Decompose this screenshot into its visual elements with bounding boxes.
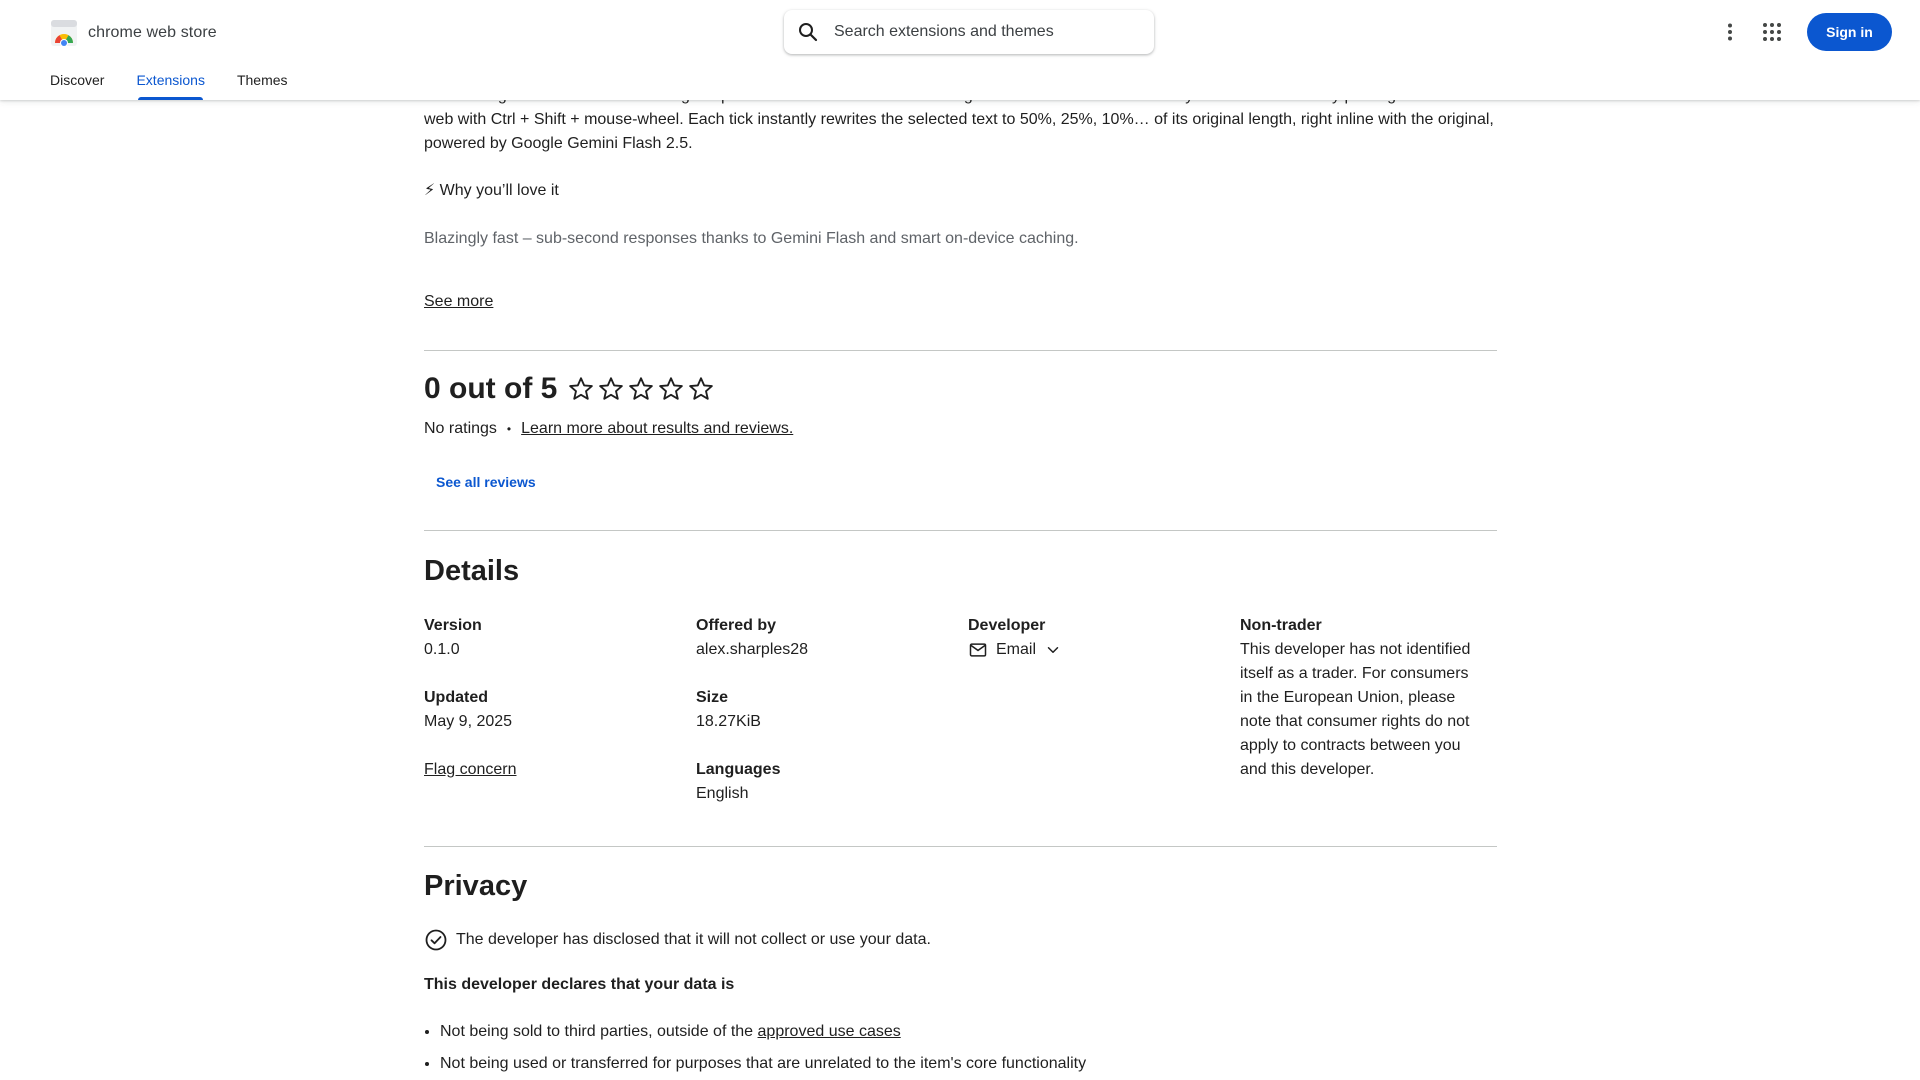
data-declaration-list: [440, 1016, 1086, 1080]
chevron-down-icon: [1044, 641, 1062, 659]
approved-use-cases-link[interactable]: approved use cases: [757, 1023, 901, 1040]
apps-grid-icon: [1760, 20, 1784, 44]
privacy-heading: Privacy: [424, 870, 528, 902]
feature-item: Blazingly fast – sub-second responses thanks to Gemini Flash and smart on-device caching.: [424, 230, 1079, 247]
separator-dot: •: [506, 422, 512, 436]
bullet-text: Not being sold to third parties, outside of the: [440, 1023, 758, 1040]
rating-summary: [424, 372, 715, 406]
version-label: Version: [424, 617, 482, 634]
divider: [424, 350, 1497, 351]
category-tabs: [50, 72, 320, 100]
google-apps-button[interactable]: [1756, 16, 1788, 48]
search-icon: [796, 20, 820, 44]
divider: [424, 846, 1497, 847]
check-circle-icon: [424, 928, 448, 952]
email-label: Email: [996, 641, 1037, 658]
star-outline-icon: [567, 375, 595, 403]
languages-value: English: [696, 785, 749, 802]
no-ratings-text: No ratings: [424, 420, 497, 437]
why-heading: ⚡ Why you’ll love it: [424, 182, 559, 199]
top-header: [0, 0, 1920, 100]
rating-score: 0 out of 5: [424, 372, 558, 405]
list-item: • Not being used or transferred for purposes that are unrelated to the item's core functionality: [440, 1048, 1086, 1080]
languages-label: Languages: [696, 761, 781, 778]
details-column-1: [424, 614, 664, 782]
flag-concern-link[interactable]: Flag concern: [424, 761, 517, 778]
details-column-3: [968, 614, 1208, 662]
brand-name: chrome web store: [88, 24, 217, 41]
sign-in-button[interactable]: Sign in: [1807, 13, 1892, 51]
star-outline-icon: [687, 375, 715, 403]
updated-label: Updated: [424, 689, 488, 706]
offered-by-label: Offered by: [696, 617, 777, 634]
rating-subline: [424, 420, 793, 438]
overview-paragraph: web with Ctrl + Shift + mouse-wheel. Each tick instantly rewrites the selected text to 50%, 25%, 10%… of its original length, right inline with the original, powered by Google Gemini Flash 2.5.: [424, 111, 1494, 152]
star-outline-icon: [597, 375, 625, 403]
non-trader-text: This developer has not identified itself as a trader. For consumers in the European Union, please note that consumer rights do not apply to contracts between you and this developer.: [1240, 641, 1471, 778]
more-vert-icon: [1718, 20, 1742, 44]
privacy-disclosure: [424, 928, 931, 952]
tab-extensions[interactable]: Extensions: [136, 72, 204, 100]
search-input[interactable]: [834, 23, 1134, 41]
see-all-reviews-button[interactable]: See all reviews: [436, 474, 536, 490]
developer-email-dropdown[interactable]: [968, 638, 1208, 662]
size-label: Size: [696, 689, 729, 706]
star-outline-icon: [657, 375, 685, 403]
list-item: [440, 1016, 1086, 1048]
mail-icon: [968, 640, 988, 660]
chrome-web-store-logo-icon: [50, 19, 78, 47]
privacy-disclosure-text: The developer has disclosed that it will not collect or use your data.: [456, 931, 931, 948]
more-options-button[interactable]: [1714, 16, 1746, 48]
tab-discover[interactable]: Discover: [50, 72, 105, 88]
chrome-web-store-home-link[interactable]: [50, 19, 217, 47]
version-value: 0.1.0: [424, 641, 460, 658]
updated-value: May 9, 2025: [424, 713, 513, 730]
star-outline-icon: [627, 375, 655, 403]
learn-more-link[interactable]: Learn more about results and reviews.: [521, 420, 794, 437]
size-value: 18.27KiB: [696, 713, 761, 730]
search-box[interactable]: [784, 10, 1154, 54]
developer-label: Developer: [968, 617, 1046, 634]
details-column-4: [1240, 614, 1480, 782]
details-column-2: [696, 614, 936, 806]
data-declaration-heading: This developer declares that your data is: [424, 976, 735, 993]
star-rating: [567, 375, 715, 403]
non-trader-label: Non-trader: [1240, 617, 1322, 634]
see-more-link[interactable]: See more: [424, 293, 494, 310]
offered-by-value: alex.sharples28: [696, 641, 809, 658]
divider: [424, 530, 1497, 531]
details-heading: Details: [424, 555, 520, 587]
tab-themes[interactable]: Themes: [236, 72, 288, 88]
